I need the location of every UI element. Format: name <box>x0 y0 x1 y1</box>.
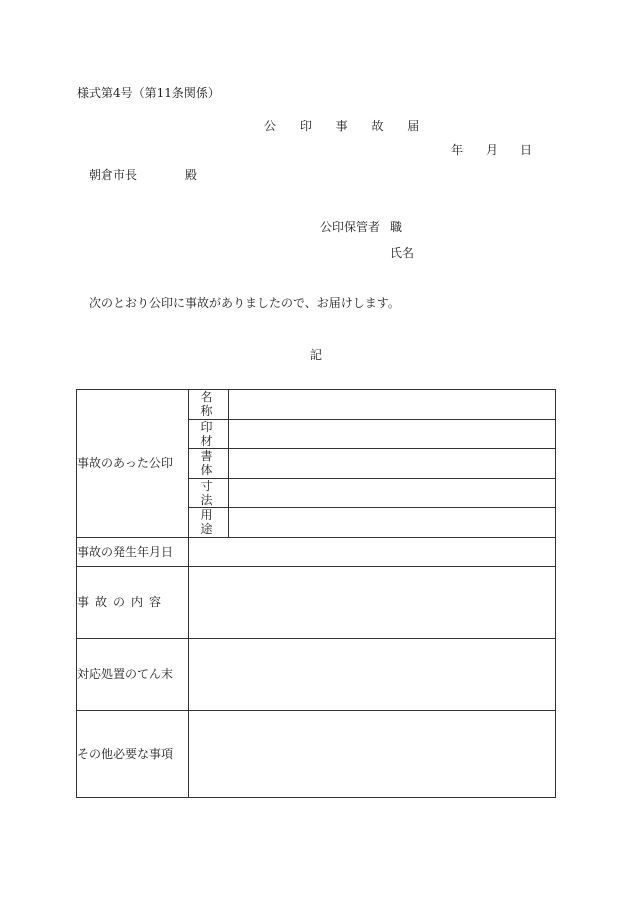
other-matters-field[interactable] <box>189 710 556 797</box>
table-group-label: 事故のあった公印 <box>77 390 189 538</box>
table-row-label-other: その他必要な事項 <box>77 710 189 797</box>
body-text: 次のとおり公印に事故がありましたので、お届けします。 <box>89 296 400 310</box>
seal-size-field[interactable] <box>229 478 556 508</box>
date-month-label: 月 <box>486 143 499 157</box>
seal-material-field[interactable] <box>229 419 556 449</box>
table-row-label-date: 事故の発生年月日 <box>77 537 189 566</box>
seal-name-field[interactable] <box>229 390 556 420</box>
form-number: 様式第4号（第11条関係） <box>77 86 220 100</box>
custodian-position-label: 職 <box>390 220 403 234</box>
table-row-label-content: 事故の内容 <box>77 566 189 638</box>
accident-report-table <box>76 389 556 798</box>
table-row-label-size: 寸 法 <box>189 478 229 508</box>
table-row-label-typeface: 書 体 <box>189 449 229 479</box>
table-row-label-material: 印 材 <box>189 419 229 449</box>
table-row-label-name: 名 称 <box>189 390 229 420</box>
table-row-label-purpose: 用 途 <box>189 508 229 538</box>
accident-date-field[interactable] <box>189 537 556 566</box>
seal-purpose-field[interactable] <box>229 508 556 538</box>
ki-heading: 記 <box>310 348 323 362</box>
date-year-label: 年 <box>451 143 464 157</box>
custodian-name-label: 氏名 <box>390 246 415 260</box>
custodian-label: 公印保管者 <box>320 220 381 234</box>
seal-typeface-field[interactable] <box>229 449 556 479</box>
table-row-label-handling: 対応処置のてん末 <box>77 638 189 710</box>
form-title: 公 印 事 故 届 <box>264 119 430 133</box>
accident-content-field[interactable] <box>189 566 556 638</box>
addressee-honorific: 殿 <box>185 168 198 182</box>
addressee-name: 朝倉市長 <box>89 168 138 182</box>
handling-details-field[interactable] <box>189 638 556 710</box>
date-day-label: 日 <box>520 143 533 157</box>
